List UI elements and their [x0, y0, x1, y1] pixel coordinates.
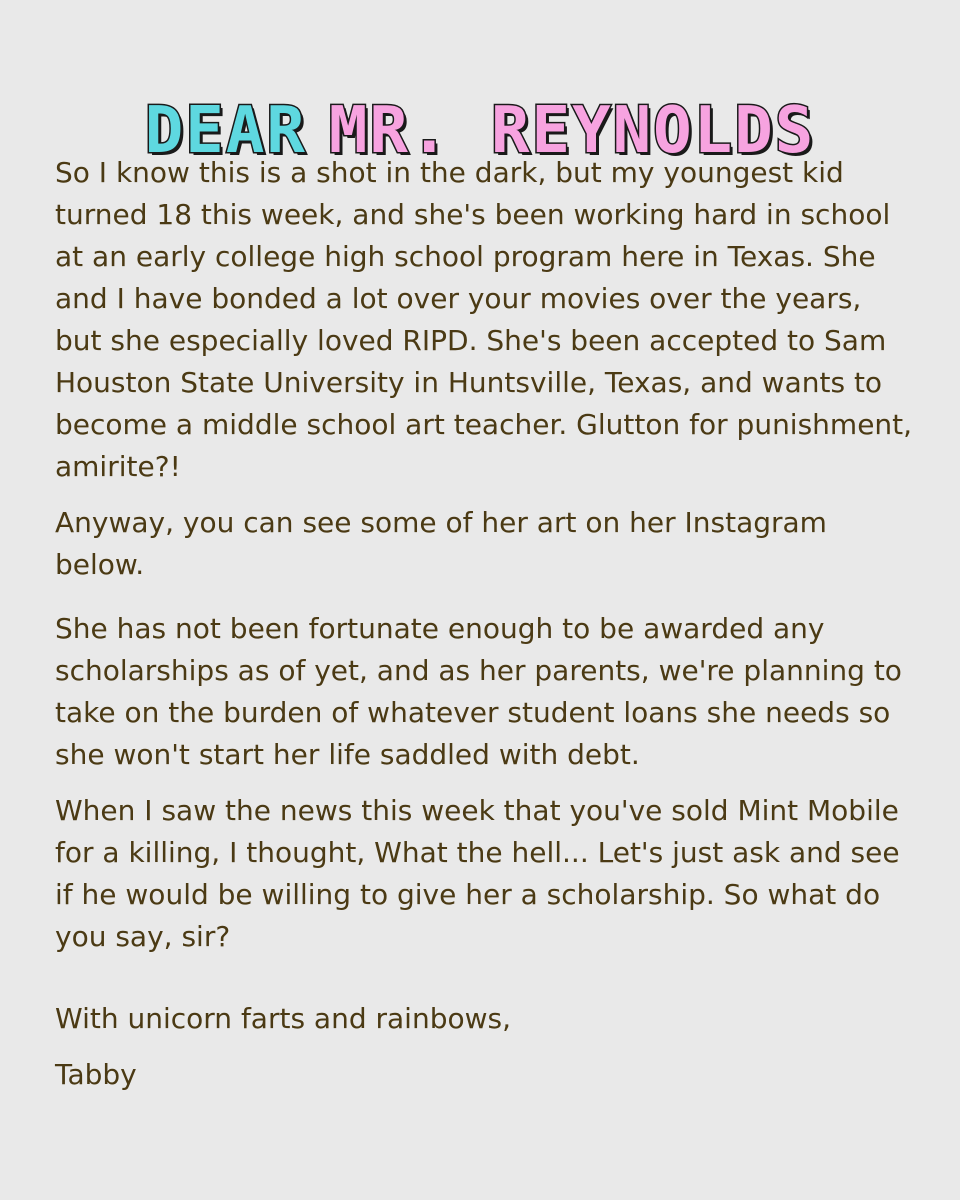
letter-body — [55, 152, 915, 1110]
paragraph-1: So I know this is a shot in the dark, but my youngest kid turned 18 this week, and she's been working hard in school at an early college high school program here in Texas. She and I have bonded a lot over your movies over the years, but she especially loved RIPD. She's been accepted to Sam Houston State University in Huntsville, Texas, and wants to become a middle school art teacher. Glutton for punishment, amirite?! — [55, 156, 913, 483]
paragraph-3: She has not been fortunate enough to be awarded any scholarships as of yet, and as her parents, we're planning to take on the burden of whatever student loans she needs so she won't start her life saddled with debt. — [55, 612, 902, 771]
signature: Tabby — [55, 1058, 137, 1091]
title-word-name: MR. REYNOLDS — [328, 93, 816, 168]
closing-line: With unicorn farts and rainbows, — [55, 1002, 511, 1035]
paragraph-2: Anyway, you can see some of her art on her Instagram below. — [55, 506, 827, 581]
title-word-dear: DEAR — [144, 93, 307, 168]
paragraph-4: When I saw the news this week that you've sold Mint Mobile for a killing, I thought, What the hell... Let's just ask and see if he would be willing to give her a scholarship. So what do you say, sir? — [55, 794, 900, 953]
